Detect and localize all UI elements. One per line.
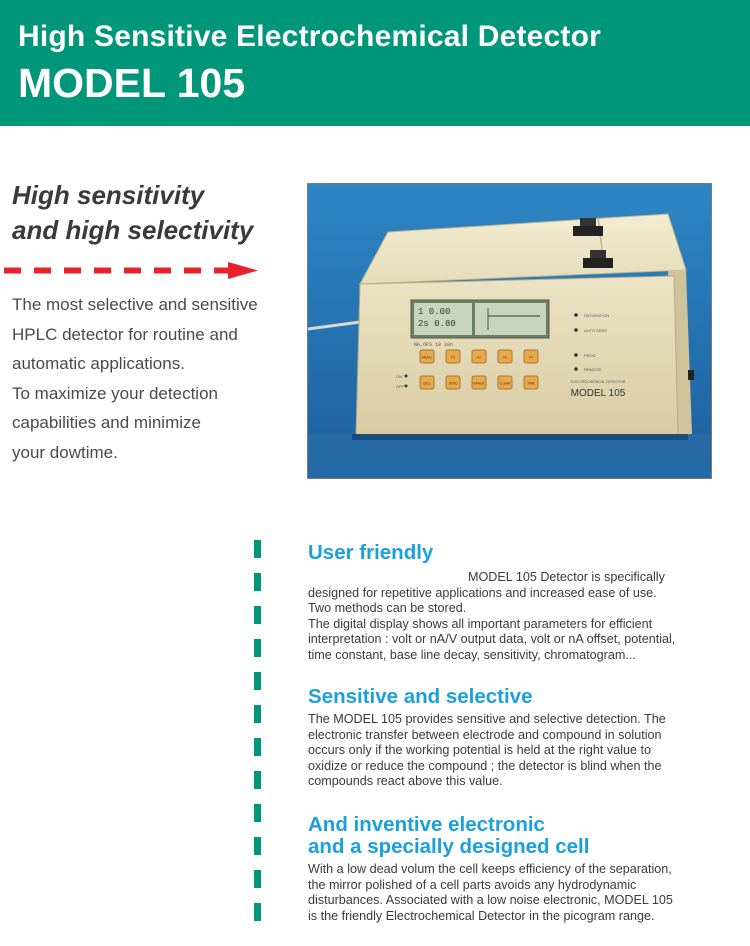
body-line: occurs only if the working potential is held at the right value to (308, 743, 652, 758)
section-body (308, 570, 738, 664)
body-line: oxidize or reduce the compound ; the detector is blind when the (308, 758, 662, 773)
key-label: TIME (527, 381, 535, 386)
green-dash (254, 540, 261, 558)
body-line: With a low dead volum the cell keeps efficiency of the separation, (308, 862, 672, 876)
section-sensitive-selective (308, 686, 738, 790)
section-title-line-1: And inventive electronic (308, 813, 545, 836)
display-line-1: 1 0.00 (418, 307, 451, 317)
green-dash (254, 705, 261, 723)
product-photo (307, 183, 712, 479)
body-line: disturbances. Associated with a low noise electronic, MODEL 105 (308, 893, 673, 908)
headline-line-1: High sensitivity (12, 180, 205, 210)
header-model: MODEL 105 (18, 60, 246, 106)
section-body (308, 862, 738, 924)
key-label: RANGE (473, 381, 485, 386)
key-label: MENU (422, 355, 432, 360)
intro-line: your dowtime. (12, 442, 118, 462)
display-line-3: NA.OFS 10 10n (414, 342, 454, 348)
green-dash (254, 903, 261, 921)
section-inventive-electronic (308, 814, 738, 924)
body-line: MODEL 105 Detector is specifically (468, 570, 665, 584)
green-dash (254, 639, 261, 657)
section-title-line-2: and a specially designed cell (308, 835, 590, 858)
header-title: High Sensitive Electrochemical Detector (18, 20, 602, 53)
brand-model: MODEL 105 (570, 388, 626, 399)
green-dash-column (254, 540, 264, 936)
section-title: User friendly (308, 541, 434, 564)
key-label: F3 (503, 355, 507, 360)
body-line: interpretation : volt or nA/V output data, volt or nA offset, potential, (308, 632, 676, 647)
intro-line: The most selective and sensitive (12, 295, 258, 314)
on-label: ON (396, 374, 402, 379)
header-band (0, 0, 750, 126)
intro-line: capabilities and minimize (12, 413, 201, 432)
green-dash (254, 804, 261, 822)
intro-line: HPLC detector for routine and (12, 324, 238, 344)
intro-line: To maximize your detection (12, 383, 218, 403)
headline-line-2: and high selectivity (12, 215, 254, 245)
green-dash (254, 606, 261, 624)
key-label: ZERO (448, 381, 458, 386)
display-line-2: 2s 0.80 (418, 319, 456, 329)
body-line: the mirror polished of a cell parts avoids any hydrodynamic (308, 877, 637, 892)
led-label: PROG (584, 353, 596, 358)
green-dash (254, 870, 261, 888)
green-dash (254, 837, 261, 855)
body-line: designed for repetitive applications and increased ease of use. (308, 585, 657, 600)
key-label: CLEAR (499, 381, 511, 386)
key-label: F2 (477, 355, 481, 360)
led-label: AUTO ZERO (584, 328, 608, 333)
off-label: OFF (396, 384, 404, 389)
headline (12, 178, 253, 248)
body-line: electronic transfer between electrode and compound in solution (308, 727, 662, 742)
green-dash (254, 738, 261, 756)
intro-line: automatic applications. (12, 354, 185, 373)
brand-small: ELECTROCHEMICAL DETECTOR (570, 380, 626, 384)
section-user-friendly (308, 542, 738, 664)
green-dash (254, 672, 261, 690)
green-dash (254, 573, 261, 591)
intro-paragraph (12, 290, 302, 467)
key-label: F4 (529, 355, 533, 360)
body-line: is the friendly Electrochemical Detector in the picogram range. (308, 908, 655, 923)
key-label: CELL (423, 381, 431, 386)
red-dashed-arrow-icon (2, 261, 262, 281)
led-label: REMOTE (584, 367, 602, 372)
body-line: time constant, base line decay, sensitivity, chromatogram... (308, 647, 636, 662)
green-dash (254, 771, 261, 789)
detector-illustration (308, 184, 711, 478)
body-line: The MODEL 105 provides sensitive and selective detection. The (308, 712, 666, 726)
key-label: F1 (451, 355, 455, 360)
body-line: The digital display shows all important parameters for efficient (308, 616, 653, 631)
section-title: Sensitive and selective (308, 685, 533, 708)
section-body (308, 712, 738, 790)
led-label: SATURATION (584, 313, 610, 318)
body-line: compounds react above this value. (308, 774, 503, 789)
body-line: Two methods can be stored. (308, 601, 467, 616)
